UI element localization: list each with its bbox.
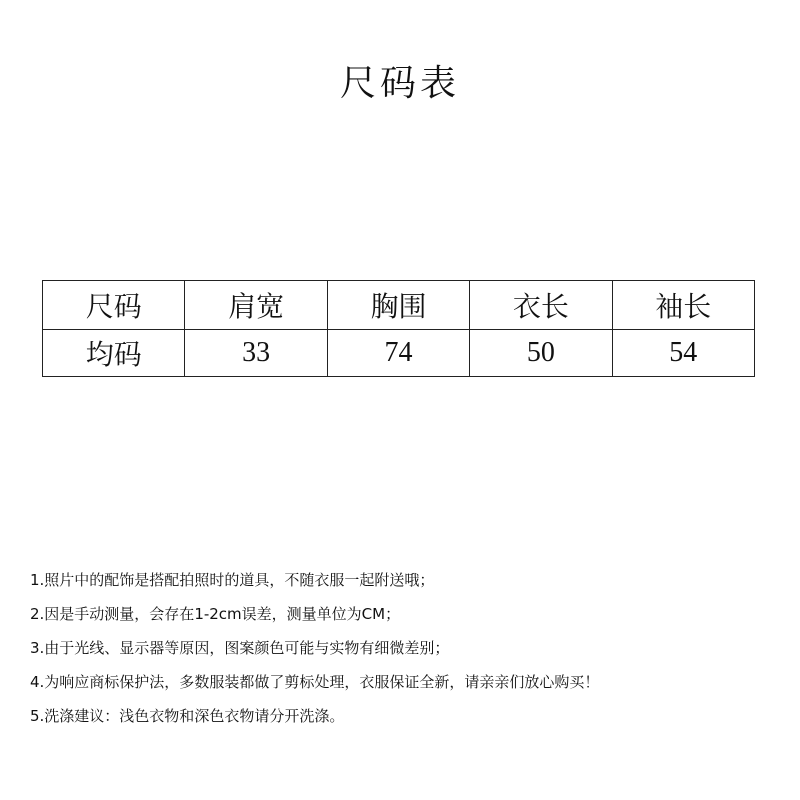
note-item: 5.洗涤建议：浅色衣物和深色衣物请分开洗涤。 bbox=[30, 707, 345, 725]
header-shoulder: 肩宽 bbox=[185, 281, 327, 330]
notes-list bbox=[30, 563, 790, 733]
cell-length: 50 bbox=[470, 330, 612, 377]
header-sleeve: 袖长 bbox=[612, 281, 754, 330]
cell-chest: 74 bbox=[327, 330, 469, 377]
table-row bbox=[43, 330, 755, 377]
header-length: 衣长 bbox=[470, 281, 612, 330]
cell-sleeve: 54 bbox=[612, 330, 754, 377]
size-table bbox=[42, 280, 755, 377]
cell-shoulder: 33 bbox=[185, 330, 327, 377]
cell-size: 均码 bbox=[43, 330, 185, 377]
note-item: 1.照片中的配饰是搭配拍照时的道具，不随衣服一起附送哦； bbox=[30, 571, 435, 589]
header-size: 尺码 bbox=[43, 281, 185, 330]
page-title: 尺码表 bbox=[339, 63, 460, 104]
header-chest: 胸围 bbox=[327, 281, 469, 330]
note-item: 2.因是手动测量，会存在1-2cm误差，测量单位为CM； bbox=[30, 605, 401, 623]
table-header-row bbox=[43, 281, 755, 330]
note-item: 3.由于光线、显示器等原因，图案颜色可能与实物有细微差别； bbox=[30, 639, 450, 657]
note-item: 4.为响应商标保护法，多数服装都做了剪标处理，衣服保证全新，请亲亲们放心购买！ bbox=[30, 673, 600, 691]
